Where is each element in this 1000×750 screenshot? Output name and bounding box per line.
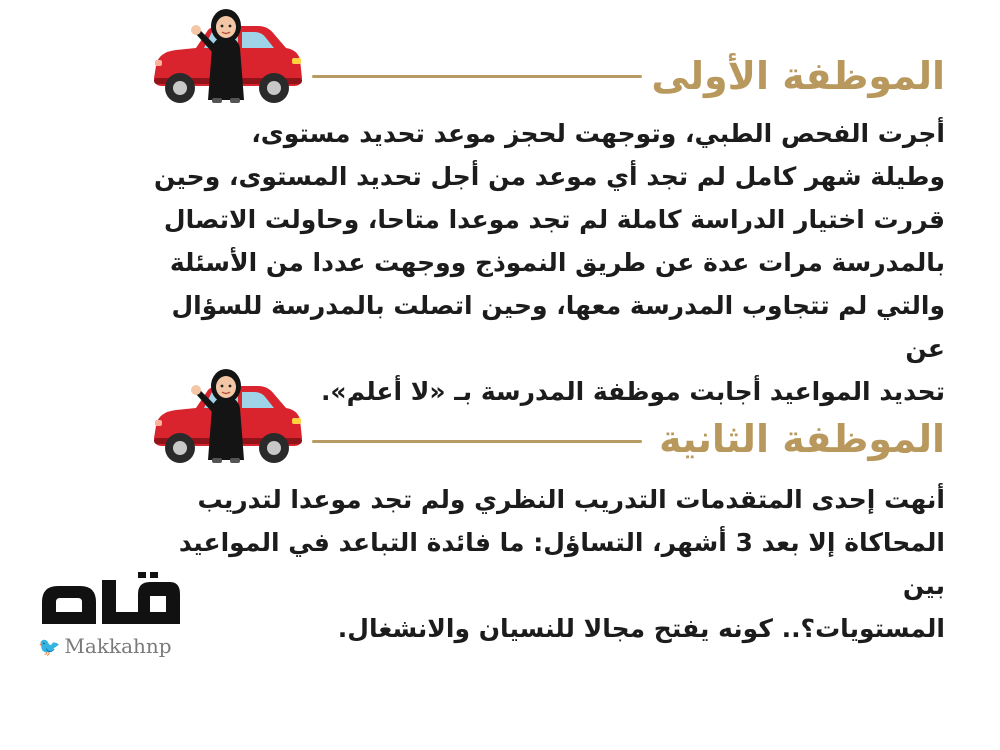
twitter-handle[interactable] xyxy=(38,634,172,658)
text-line: أنهت إحدى المتقدمات التدريب النظري ولم تجد موعدا لتدريب xyxy=(197,485,945,514)
text-line: أجرت الفحص الطبي، وتوجهت لحجز موعد تحديد مستوى، xyxy=(251,119,945,148)
text-line: المحاكاة إلا بعد 3 أشهر، التساؤل: ما فائدة التباعد في المواعيد بين xyxy=(178,528,945,600)
makkah-logo-mark xyxy=(38,572,183,632)
section-2-text xyxy=(145,478,945,650)
handle-text: Makkahnp xyxy=(64,634,172,658)
twitter-bird-icon: 🐦 xyxy=(38,637,61,658)
heading-rule xyxy=(312,75,642,78)
text-line: بالمدرسة مرات عدة عن طريق النموذج ووجهت عددا من الأسئلة xyxy=(169,248,945,277)
makkah-logo xyxy=(30,572,190,662)
section-2-header xyxy=(0,362,1000,472)
text-line: قررت اختيار الدراسة كاملة لم تجد موعدا متاحا، وحاولت الاتصال xyxy=(163,205,945,234)
section-heading: الموظفة الأولى xyxy=(651,54,945,98)
section-1-header xyxy=(0,2,1000,112)
text-line: تحديد المواعيد أجابت موظفة المدرسة بـ «لا أعلم». xyxy=(320,377,945,406)
text-line: والتي لم تتجاوب المدرسة معها، وحين اتصلت بالمدرسة للسؤال عن xyxy=(171,291,945,363)
text-line: وطيلة شهر كامل لم تجد أي موعد من أجل تحديد المستوى، وحين xyxy=(153,162,945,191)
section-heading: الموظفة الثانية xyxy=(659,417,945,461)
woman-driver-car-icon xyxy=(146,4,306,114)
text-line: المستويات؟.. كونه يفتح مجالا للنسيان والانشغال. xyxy=(337,614,945,643)
woman-driver-car-icon xyxy=(146,364,306,474)
heading-rule xyxy=(312,440,642,443)
